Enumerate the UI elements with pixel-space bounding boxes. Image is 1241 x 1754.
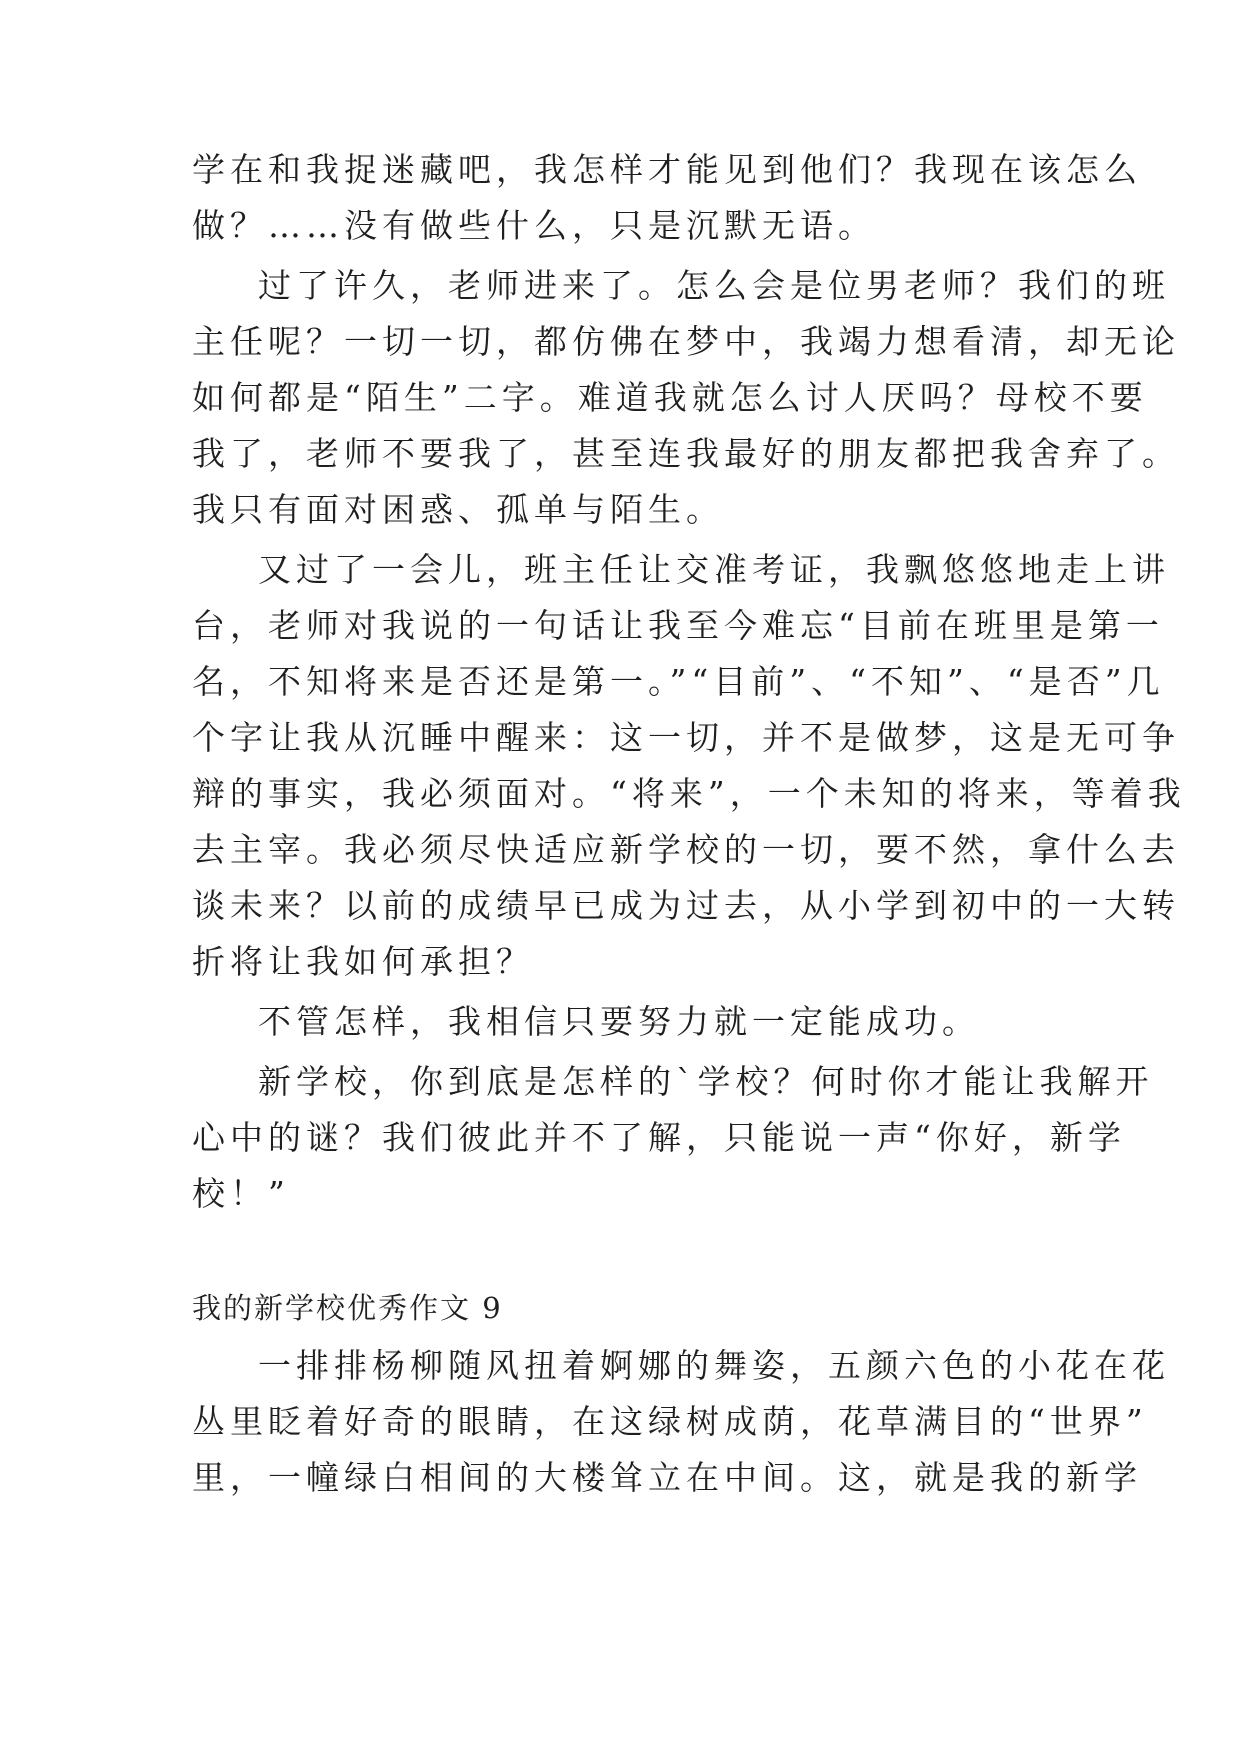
paragraph-3-line-7: 谈未来？以前的成绩早已成为过去，从小学到初中的一大转 — [192, 886, 1180, 925]
section-heading: 我的新学校优秀作文 9 — [192, 1291, 503, 1325]
paragraph-3-line-4: 个字让我从沉睡中醒来：这一切，并不是做梦，这是无可争 — [192, 718, 1180, 757]
paragraph-3-line-5: 辩的事实，我必须面对。“将来”，一个未知的将来，等着我 — [192, 774, 1186, 813]
paragraph-6-line-1: 一排排杨柳随风扭着婀娜的舞姿，五颜六色的小花在花 — [258, 1346, 1170, 1385]
paragraph-2-line-5: 我只有面对困惑、孤单与陌生。 — [192, 490, 724, 529]
paragraph-4-line-1: 不管怎样，我相信只要努力就一定能成功。 — [258, 1002, 980, 1041]
paragraph-2-line-1: 过了许久，老师进来了。怎么会是位男老师？我们的班 — [258, 266, 1170, 305]
paragraph-2-line-3: 如何都是“陌生”二字。难道我就怎么讨人厌吗？母校不要 — [192, 378, 1148, 417]
paragraph-5-line-1: 新学校，你到底是怎样的`学校？何时你才能让我解开 — [258, 1062, 1154, 1101]
paragraph-3-line-2: 台，老师对我说的一句话让我至今难忘“目前在班里是第一 — [192, 606, 1164, 645]
paragraph-2-line-4: 我了，老师不要我了，甚至连我最好的朋友都把我舍弃了。 — [192, 434, 1180, 473]
paragraph-3-line-1: 又过了一会儿，班主任让交准考证，我飘悠悠地走上讲 — [258, 550, 1170, 589]
paragraph-1-line-1: 学在和我捉迷藏吧，我怎样才能见到他们？我现在该怎么 — [192, 150, 1142, 189]
paragraph-3-line-3: 名，不知将来是否还是第一。”“目前”、“不知”、“是否”几 — [192, 662, 1165, 701]
paragraph-6-line-3: 里，一幢绿白相间的大楼耸立在中间。这，就是我的新学 — [192, 1458, 1142, 1497]
paragraph-6-line-2: 丛里眨着好奇的眼睛，在这绿树成荫，花草满目的“世界” — [192, 1402, 1148, 1441]
paragraph-3-line-8: 折将让我如何承担？ — [192, 942, 534, 981]
paragraph-5-line-2: 心中的谜？我们彼此并不了解，只能说一声“你好，新学 — [192, 1118, 1126, 1157]
paragraph-5-line-3: 校！” — [192, 1174, 290, 1213]
paragraph-2-line-2: 主任呢？一切一切，都仿佛在梦中，我竭力想看清，却无论 — [192, 322, 1180, 361]
paragraph-1-line-2: 做？……没有做些什么，只是沉默无语。 — [192, 206, 876, 245]
paragraph-3-line-6: 去主宰。我必须尽快适应新学校的一切，要不然，拿什么去 — [192, 830, 1180, 869]
